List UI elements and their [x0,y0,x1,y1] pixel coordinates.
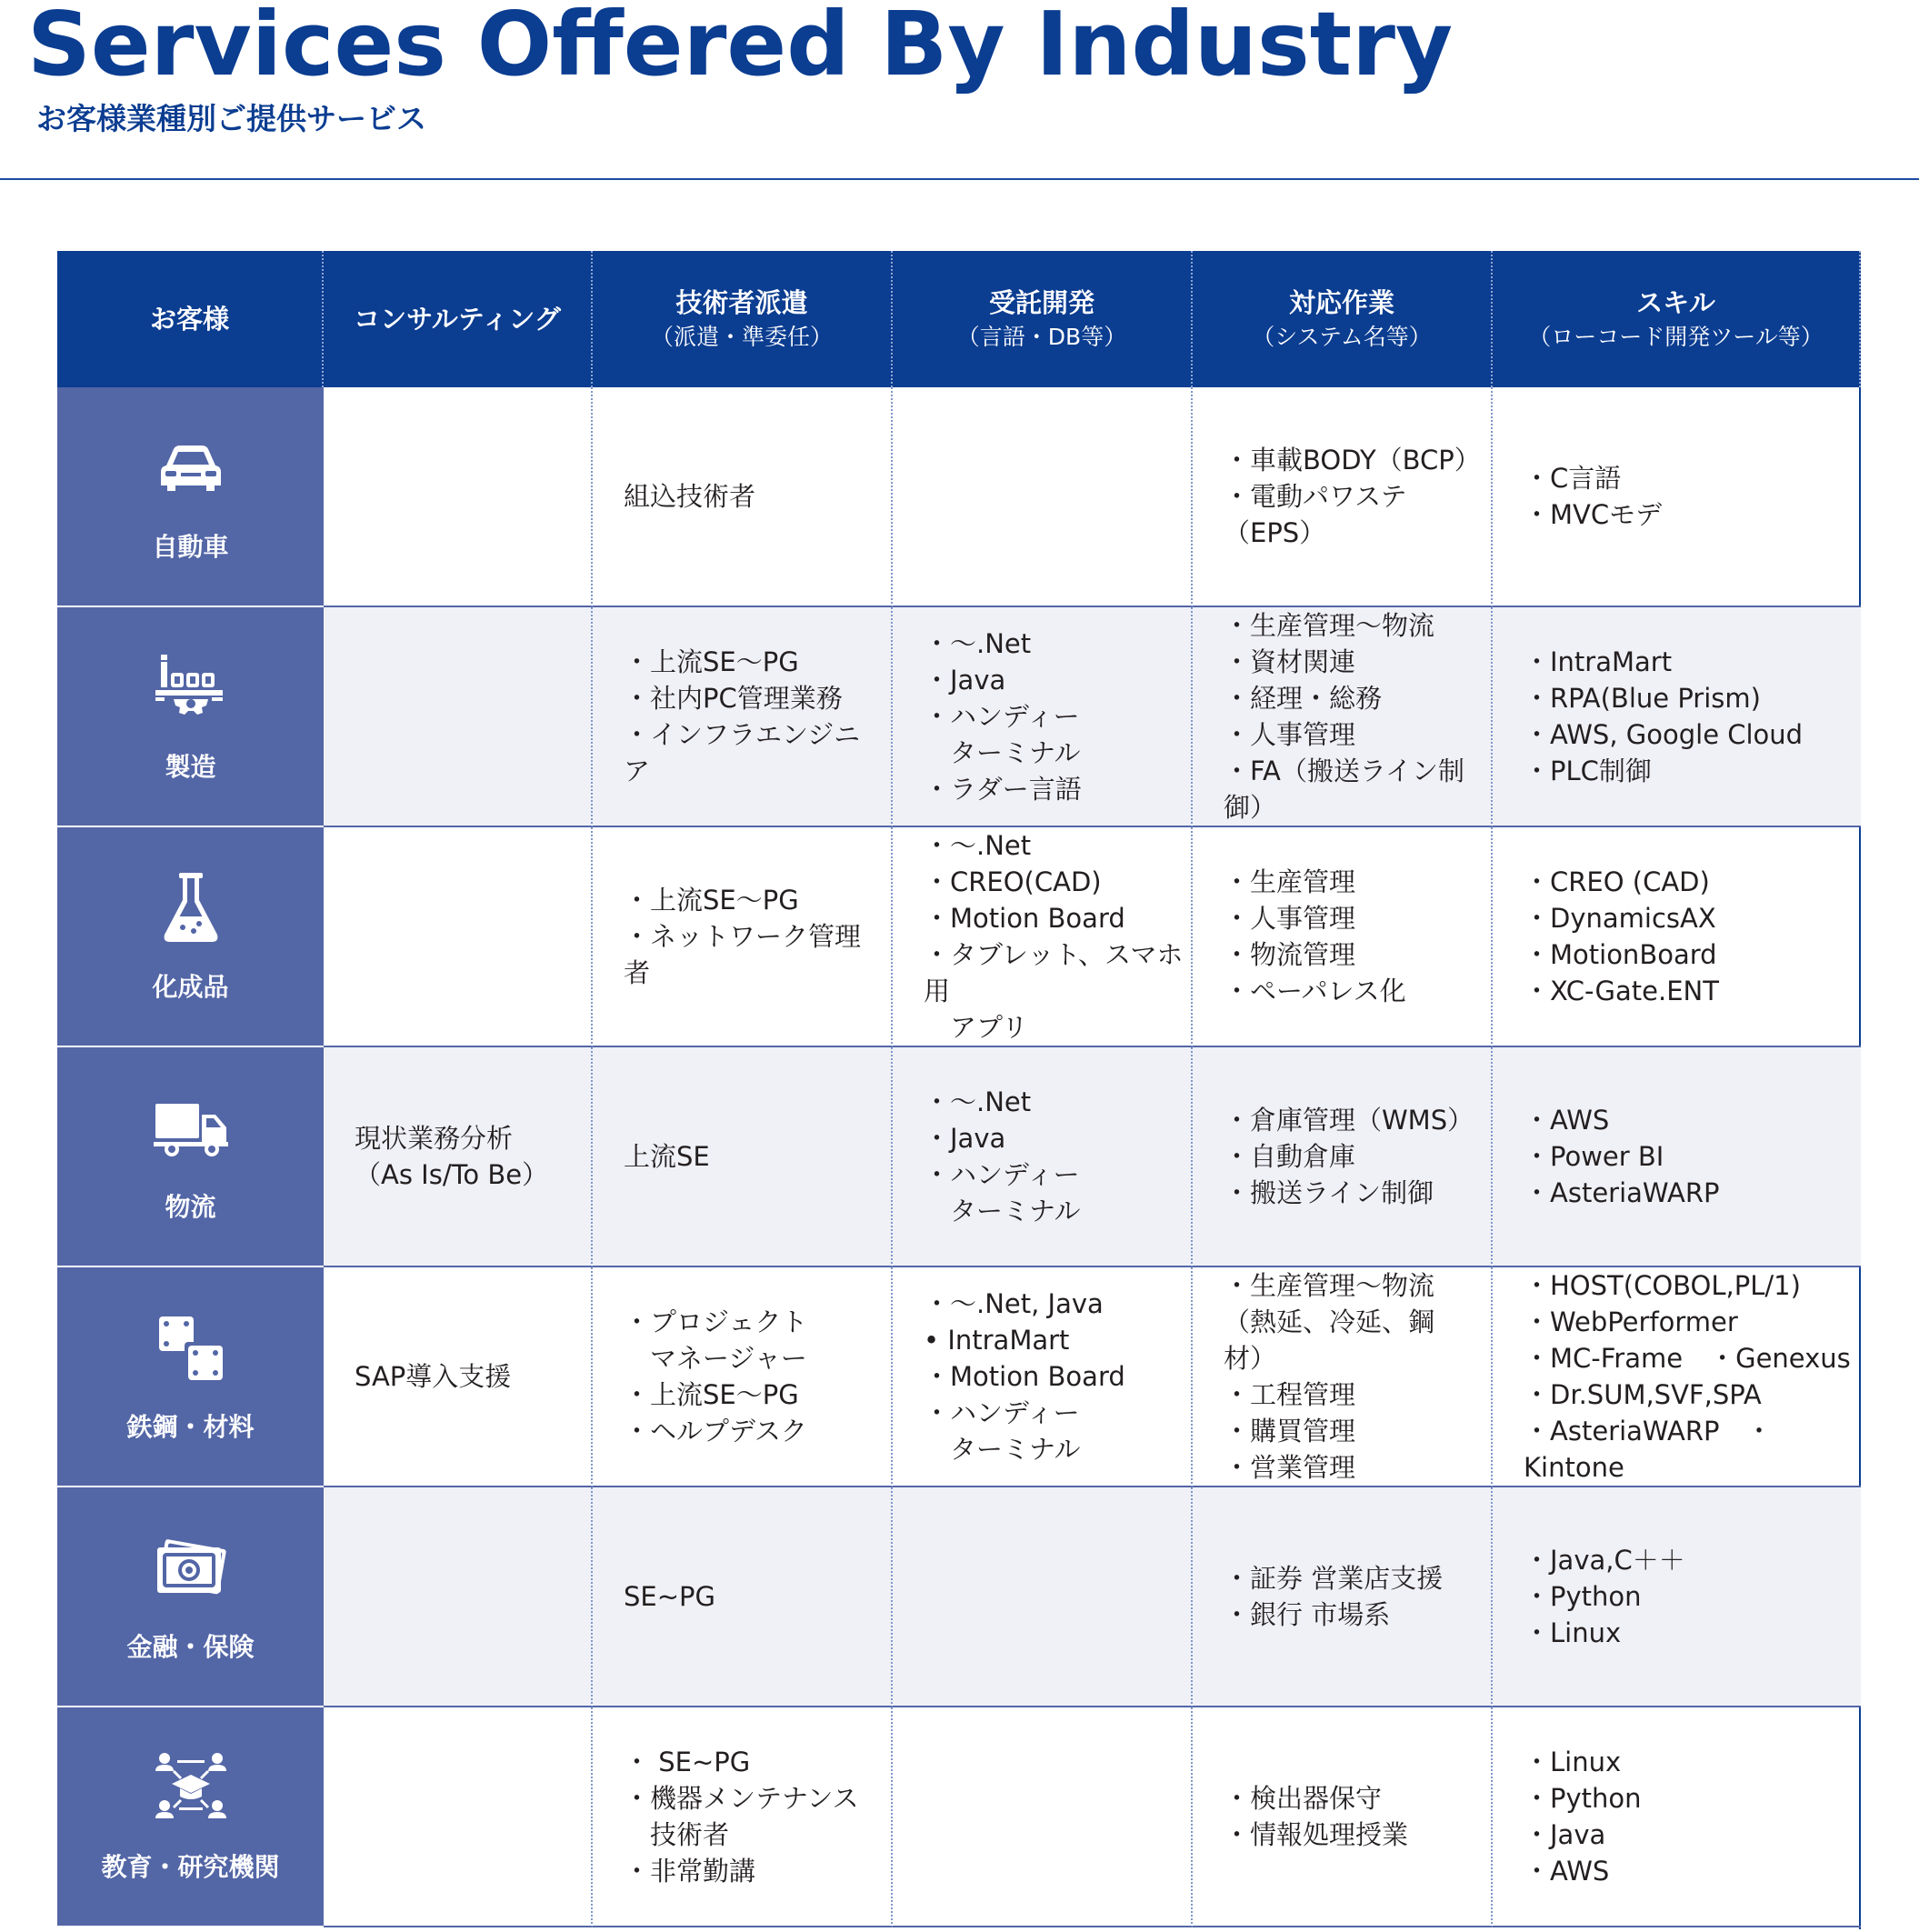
industry-cell-steel [57,1267,324,1487]
flask-icon [152,869,230,947]
cell-development: ・～.Net ・Java ・ハンディー ターミナル [893,1047,1193,1267]
cell-skills: ・Java,C＋＋ ・Python ・Linux [1493,1487,1861,1707]
industry-cell-education [57,1707,324,1927]
title-divider [0,178,1919,180]
page-title: Services Offered By Industry [27,0,1454,95]
cell-consulting [324,1487,593,1707]
services-table [57,251,1861,1929]
factory-gear-icon [152,649,230,727]
truck-icon [152,1089,230,1167]
cell-development: ・～.Net ・CREO(CAD) ・Motion Board ・タブレット、スマホ用 アプリ [893,827,1193,1047]
cell-development [893,387,1193,607]
cell-dispatch: ・上流SE～PG ・ネットワーク管理者 [593,827,893,1047]
cell-skills: ・HOST(COBOL,PL/1) ・WebPerformer ・MC-Frame ・Genexus ・Dr.SUM,SVF,SPA ・AsteriaWARP ・Kintone [1493,1267,1861,1487]
cell-development: ・～.Net, Java • IntraMart ・Motion Board ・ハンディー ターミナル [893,1267,1193,1487]
header-work-label: 対応作業 [1288,287,1394,318]
cell-skills: ・Linux ・Python ・Java ・AWS [1493,1707,1861,1927]
cell-skills: ・C言語 ・MVCモデ [1493,387,1861,607]
cell-work: ・生産管理 ・人事管理 ・物流管理 ・ペーパレス化 [1193,827,1493,1047]
cell-consulting [324,607,593,827]
cell-development: ・～.Net ・Java ・ハンディー ターミナル ・ラダー言語 [893,607,1193,827]
cell-work: ・生産管理～物流 ・資材関連 ・経理・総務 ・人事管理 ・FA（搬送ライン制御） [1193,607,1493,827]
industry-name: 金融・保険 [126,1632,255,1662]
cell-skills: ・IntraMart ・RPA(Blue Prism) ・AWS, Google Cloud ・PLC制御 [1493,607,1861,827]
cell-work: ・検出器保守 ・情報処理授業 [1193,1707,1493,1927]
header-dispatch-sublabel: （派遣・準委任） [650,324,833,350]
header-dispatch-label: 技術者派遣 [675,287,808,318]
header-work-sublabel: （システム名等） [1252,324,1432,350]
header-customer-label: お客様 [149,304,229,335]
cell-development [893,1487,1193,1707]
header-skills-sublabel: （ローコード開発ツール等） [1528,324,1824,350]
education-network-icon [152,1749,230,1827]
car-icon [152,429,230,507]
header-customer [57,251,324,387]
header-dispatch [593,251,893,387]
industry-name: 物流 [165,1192,216,1222]
header-consulting [324,251,593,387]
cell-work: ・倉庫管理（WMS） ・自動倉庫 ・搬送ライン制御 [1193,1047,1493,1267]
industry-cell-automotive [57,387,324,607]
industry-name: 製造 [165,752,216,782]
header-development [893,251,1193,387]
cell-dispatch: ・プロジェクト マネージャー ・上流SE～PG ・ヘルプデスク [593,1267,893,1487]
cell-consulting [324,387,593,607]
cell-dispatch: 上流SE [593,1047,893,1267]
header-skills-label: スキル [1636,287,1715,318]
cell-skills: ・CREO (CAD) ・DynamicsAX ・MotionBoard ・XC-Gate.ENT [1493,827,1861,1047]
steel-plates-icon [152,1309,230,1387]
industry-cell-chemicals [57,827,324,1047]
cell-consulting: SAP導入支援 [324,1267,593,1487]
header-work [1193,251,1493,387]
industry-cell-manufacturing [57,607,324,827]
header-skills [1493,251,1861,387]
cell-consulting [324,827,593,1047]
industry-cell-logistics [57,1047,324,1267]
cell-dispatch: ・ SE~PG ・機器メンテナンス 技術者 ・非常勤講 [593,1707,893,1927]
header-development-sublabel: （言語・DB等） [956,324,1127,350]
industry-name: 自動車 [152,532,229,562]
page-subtitle: お客様業種別ご提供サービス [36,101,426,136]
industry-cell-finance [57,1487,324,1707]
cell-consulting: 現状業務分析 （As Is/To Be） [324,1047,593,1267]
header-consulting-label: コンサルティング [354,304,561,335]
cell-development [893,1707,1193,1927]
cell-work: ・車載BODY（BCP） ・電動パワステ（EPS） [1193,387,1493,607]
cell-work: ・生産管理～物流 （熱延、冷延、鋼材） ・工程管理 ・購買管理 ・営業管理 [1193,1267,1493,1487]
header-development-label: 受託開発 [988,287,1094,318]
cell-dispatch: 組込技術者 [593,387,893,607]
money-bills-icon [152,1529,230,1607]
cell-work: ・証券 営業店支援 ・銀行 市場系 [1193,1487,1493,1707]
cell-consulting [324,1707,593,1927]
cell-dispatch: SE~PG [593,1487,893,1707]
cell-dispatch: ・上流SE～PG ・社内PC管理業務 ・インフラエンジニア [593,607,893,827]
industry-name: 教育・研究機関 [101,1852,280,1882]
cell-skills: ・AWS ・Power BI ・AsteriaWARP [1493,1047,1861,1267]
industry-name: 化成品 [152,972,229,1002]
industry-name: 鉄鋼・材料 [126,1412,255,1442]
